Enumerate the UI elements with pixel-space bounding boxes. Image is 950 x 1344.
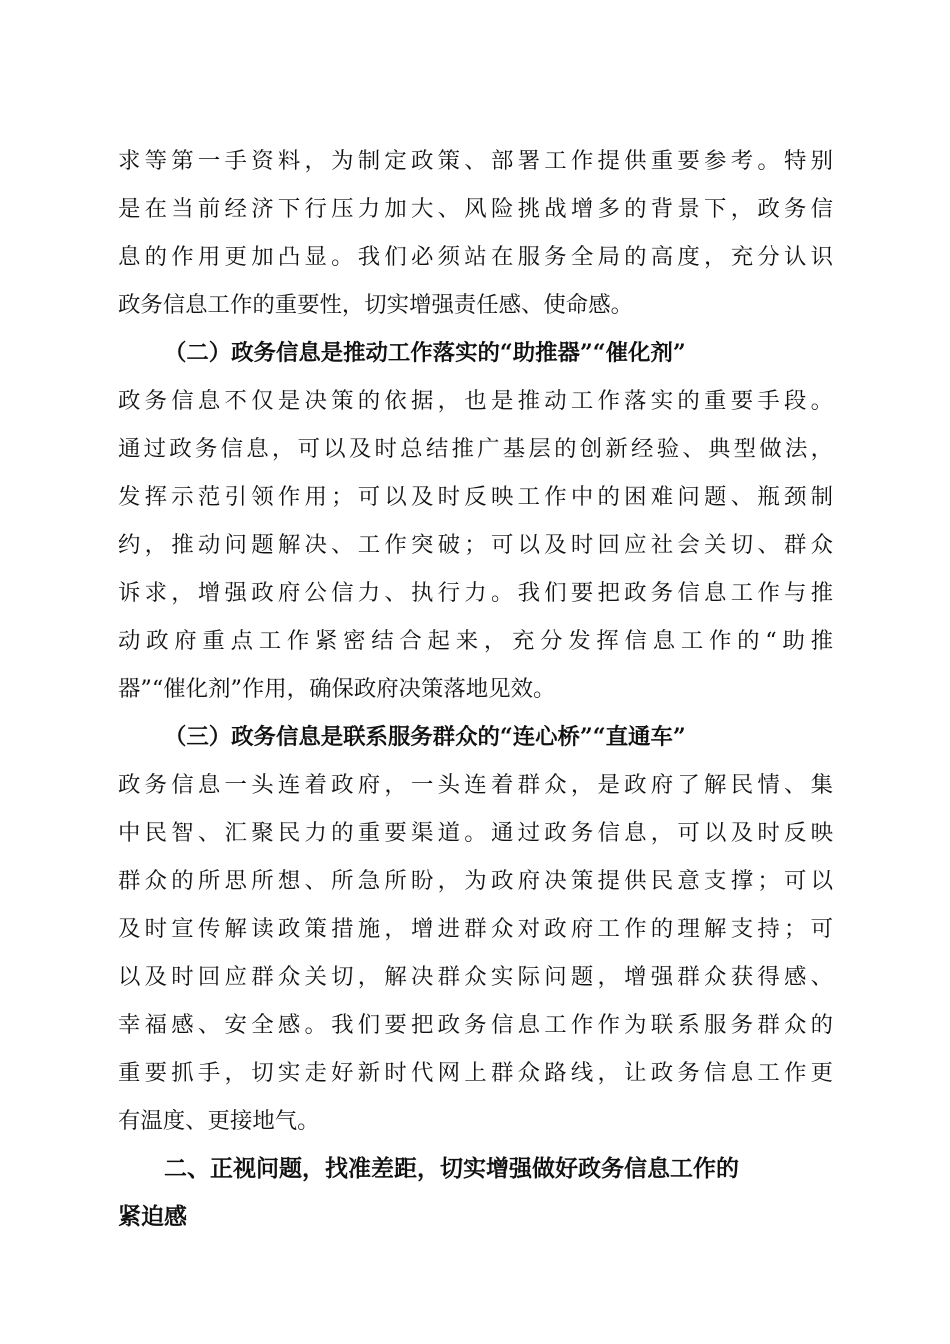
text-line: 政务信息一头连着政府，一头连着群众，是政府了解民情、集 — [118, 772, 833, 798]
text-line: 息的作用更加凸显。我们必须站在服务全局的高度，充分认识 — [118, 244, 833, 270]
text-line: 群众的所思所想、所急所盼，为政府决策提供民意支撑；可以 — [118, 868, 833, 894]
section-2 — [118, 329, 833, 713]
main-section-2-heading: 二、正视问题，找准差距，切实增强做好政务信息工作的 — [164, 1156, 739, 1182]
text-line: 及时宣传解读政策措施，增进群众对政府工作的理解支持；可 — [118, 916, 833, 942]
text-line: 发挥示范引领作用；可以及时反映工作中的困难问题、瓶颈制 — [118, 484, 833, 510]
text-line: 幸福感、安全感。我们要把政务信息工作作为联系服务群众的 — [118, 1012, 833, 1038]
text-line: 诉求，增强政府公信力、执行力。我们要把政务信息工作与推 — [118, 580, 833, 606]
text-line: 以及时回应群众关切，解决群众实际问题，增强群众获得感、 — [118, 964, 833, 990]
text-line: 约，推动问题解决、工作突破；可以及时回应社会关切、群众 — [118, 532, 833, 558]
main-section-2-heading-cont: 紧迫感 — [118, 1204, 187, 1230]
text-line: 中民智、汇聚民力的重要渠道。通过政务信息，可以及时反映 — [118, 820, 833, 846]
text-line: 动政府重点工作紧密结合起来，充分发挥信息工作的“助推 — [118, 628, 833, 654]
text-line: 器”“催化剂”作用，确保政府决策落地见效。 — [118, 676, 556, 702]
text-line: 政务信息不仅是决策的依据，也是推动工作落实的重要手段。 — [118, 388, 833, 414]
section-3 — [118, 713, 833, 1145]
main-section-2 — [118, 1145, 833, 1241]
text-line: 通过政务信息，可以及时总结推广基层的创新经验、典型做法， — [118, 436, 833, 462]
text-line: 是在当前经济下行压力加大、风险挑战增多的背景下，政务信 — [118, 196, 833, 222]
section-3-heading: （三）政务信息是联系服务群众的“连心桥”“直通车” — [164, 724, 686, 750]
text-line: 有温度、更接地气。 — [118, 1108, 320, 1134]
section-2-heading: （二）政务信息是推动工作落实的“助推器”“催化剂” — [164, 340, 686, 366]
text-line: 求等第一手资料，为制定政策、部署工作提供重要参考。特别 — [118, 148, 833, 174]
text-line: 重要抓手，切实走好新时代网上群众路线，让政务信息工作更 — [118, 1060, 833, 1086]
paragraph-continuation — [118, 137, 833, 329]
text-line: 政务信息工作的重要性，切实增强责任感、使命感。 — [118, 292, 633, 318]
